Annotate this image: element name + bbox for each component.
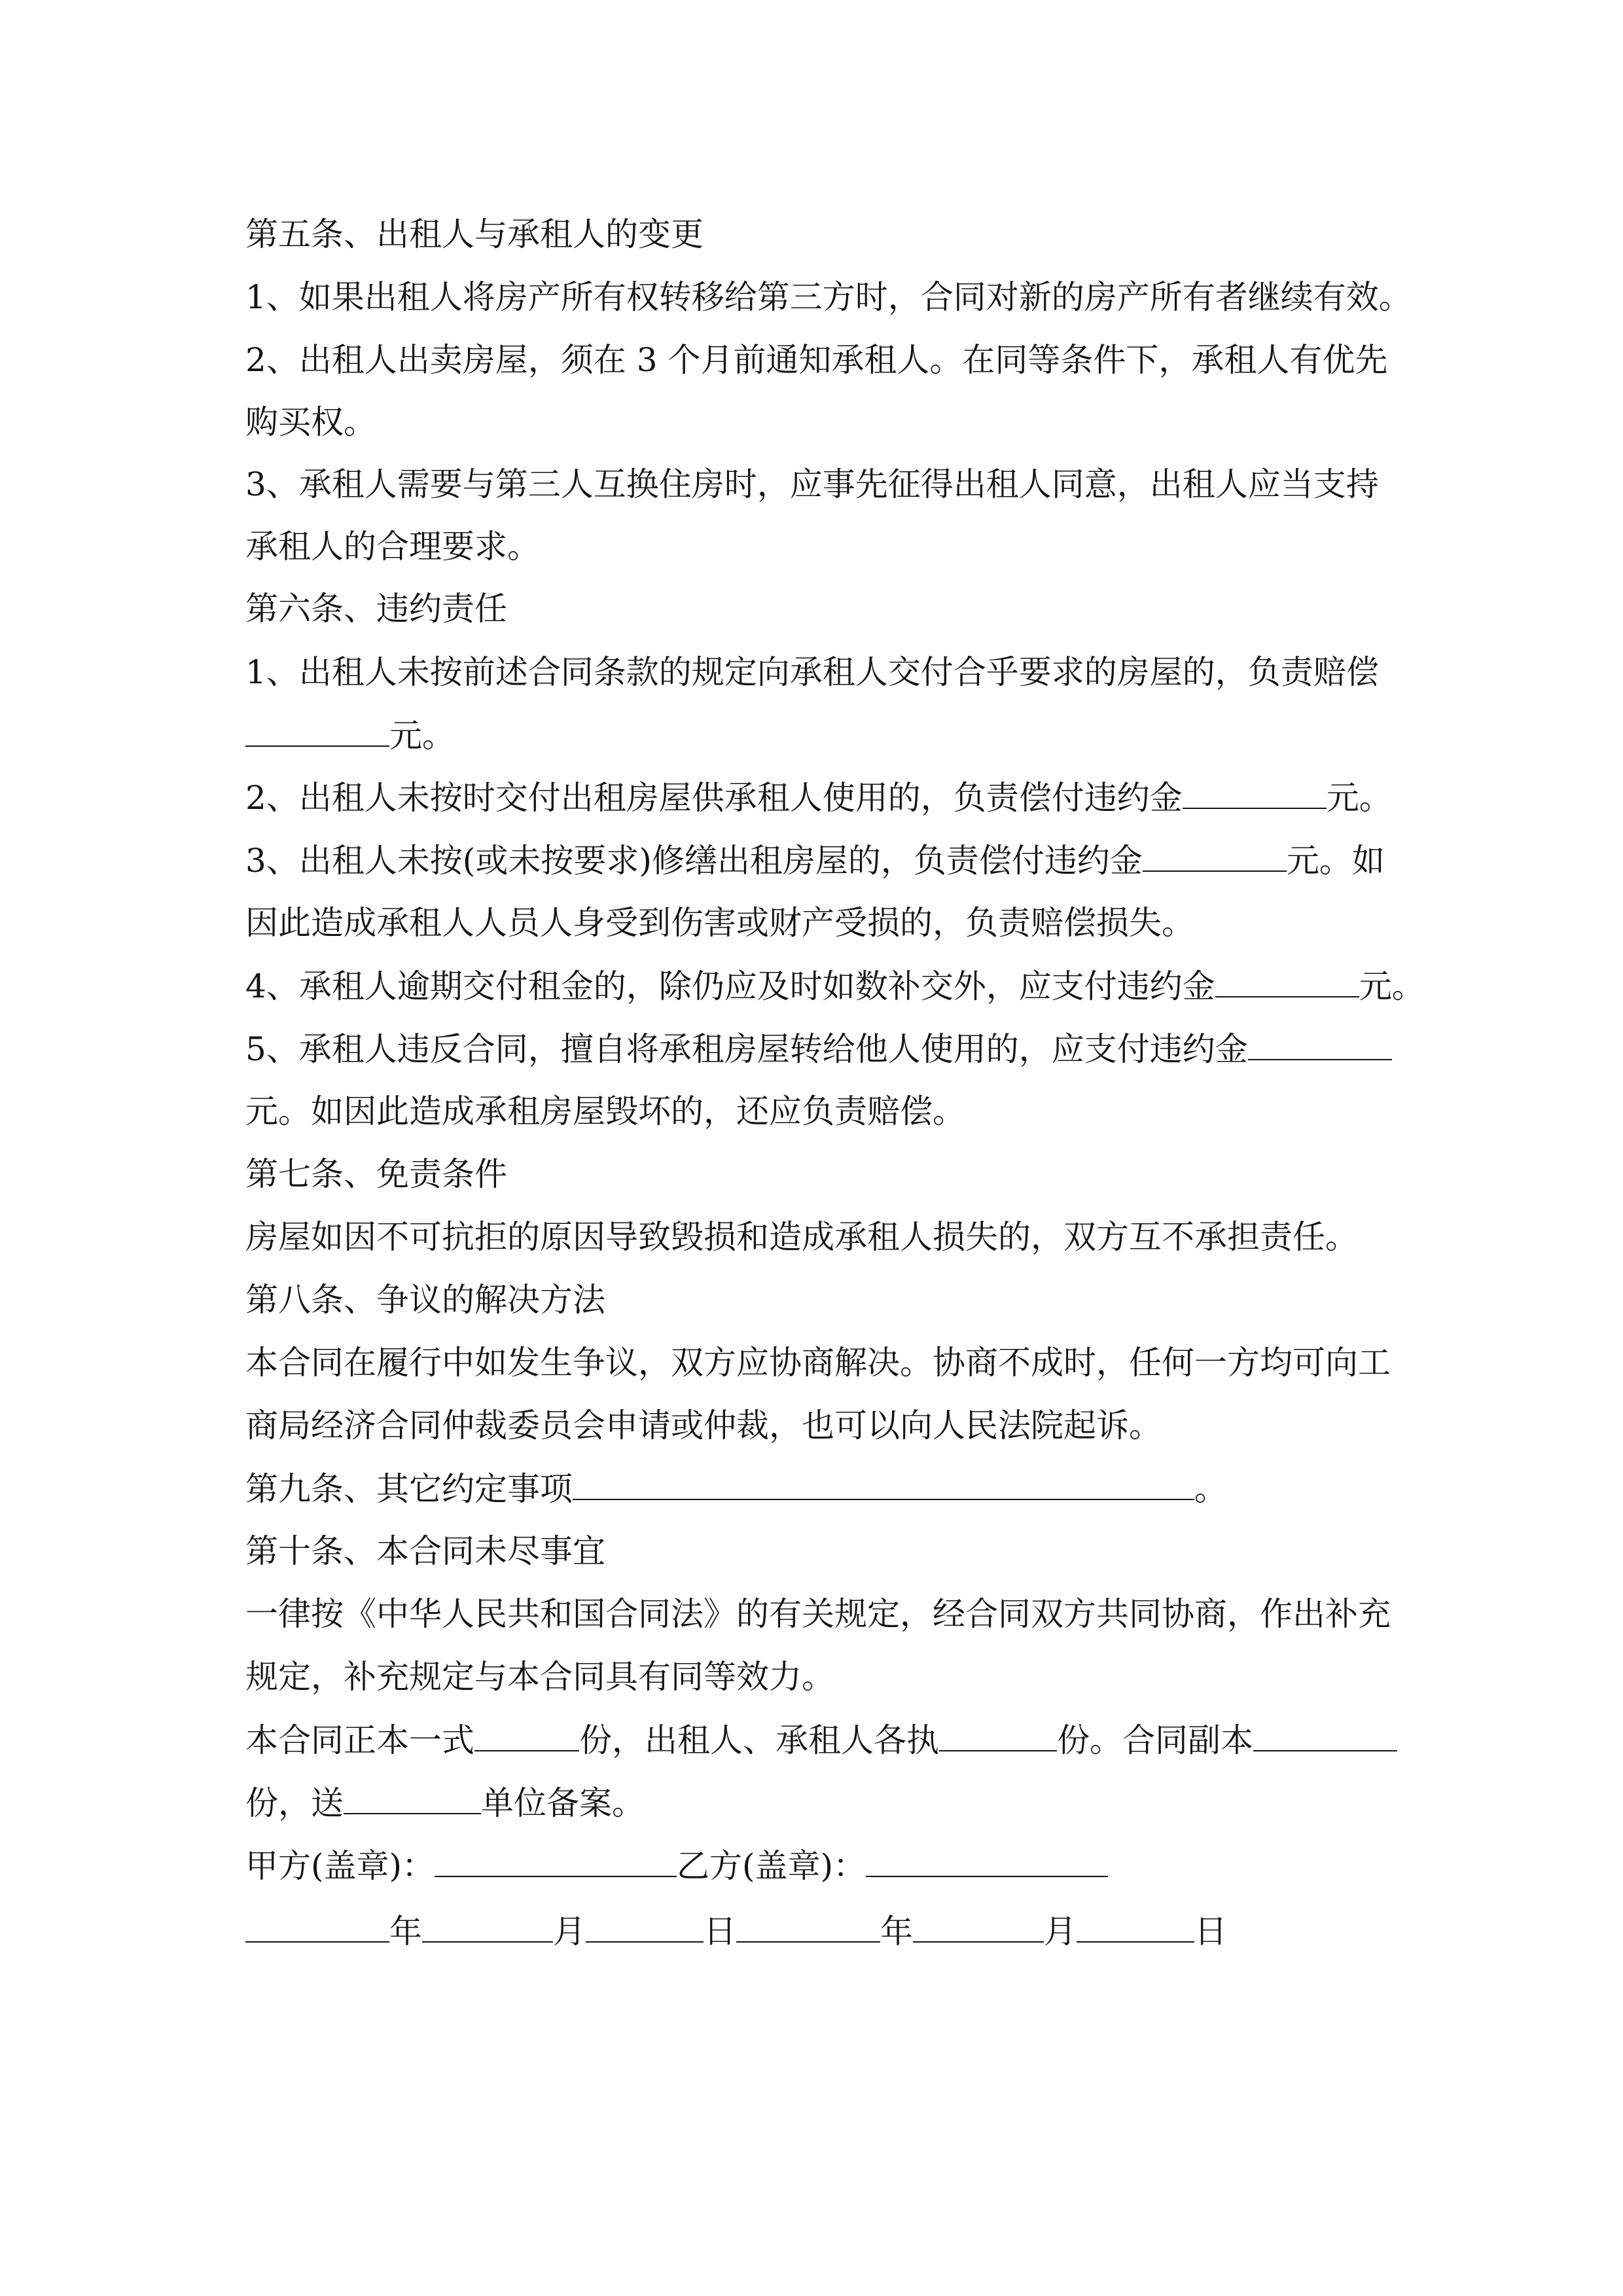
article-5-clause-3-cont: 承租人的合理要求。 xyxy=(245,528,540,565)
party-b-seal-blank xyxy=(866,1846,1108,1877)
article-5-clause-2-cont: 购买权。 xyxy=(245,403,376,441)
late-rent-penalty-blank xyxy=(1215,966,1359,997)
article-6-clause-5-cont: 元。如因此造成承租房屋毁坏的，还应负责赔偿。 xyxy=(245,1092,965,1130)
party-b-day-blank xyxy=(1077,1911,1194,1943)
repair-penalty-blank xyxy=(1143,840,1287,872)
article-6-clause-1-cont: 元。 xyxy=(245,715,455,755)
copies-clause-cont: 份，送 单位备案。 xyxy=(245,1784,645,1822)
date-line: 年 月 日 年 月 日 xyxy=(245,1911,1227,1950)
article-6-clause-4: 4、承租人逾期交付租金的，除仍应及时如数补交外，应支付违约金 元。 xyxy=(245,967,1425,1005)
party-b-year-blank xyxy=(736,1911,880,1943)
article-8-body-cont: 商局经济合同仲裁委员会申请或仲裁，也可以向人民法院起诉。 xyxy=(245,1407,1162,1444)
sublet-penalty-blank xyxy=(1248,1029,1392,1060)
other-terms-blank xyxy=(573,1469,1194,1500)
article-5-clause-1: 1、如果出租人将房产所有权转移给第三方时，合同对新的房产所有者继续有效。 xyxy=(245,278,1412,316)
article-5-clause-3: 3、承租人需要与第三人互换住房时，应事先征得出租人同意，出租人应当支持 xyxy=(245,465,1379,503)
article-10-body: 一律按《中华人民共和国合同法》的有关规定，经合同双方共同协商，作出补充 xyxy=(245,1595,1391,1633)
duplicate-copies-blank xyxy=(1253,1720,1397,1751)
penalty-amount-blank xyxy=(1183,778,1327,809)
party-a-year-blank xyxy=(245,1911,389,1943)
party-b-month-blank xyxy=(913,1911,1044,1943)
article-6-clause-2: 2、出租人未按时交付出租房屋供承租人使用的，负责偿付违约金 元。 xyxy=(245,779,1392,817)
compensation-amount-blank xyxy=(245,715,389,747)
party-a-seal-blank xyxy=(435,1846,677,1877)
article-7-body: 房屋如因不可抗拒的原因导致毁损和造成承租人损失的，双方互不承担责任。 xyxy=(245,1218,1358,1256)
article-10-title: 第十条、本合同未尽事宜 xyxy=(245,1532,605,1570)
each-party-copies-blank xyxy=(939,1720,1057,1751)
article-8-title: 第八条、争议的解决方法 xyxy=(245,1281,605,1319)
article-6-clause-1: 1、出租人未按前述合同条款的规定向承租人交付合乎要求的房屋的，负责赔偿 xyxy=(245,653,1379,691)
article-10-body-cont: 规定，补充规定与本合同具有同等效力。 xyxy=(245,1658,834,1696)
article-8-body: 本合同在履行中如发生争议，双方应协商解决。协商不成时，任何一方均可向工 xyxy=(245,1344,1391,1382)
party-a-month-blank xyxy=(422,1911,553,1943)
original-copies-blank xyxy=(474,1720,579,1751)
article-9: 第九条、其它约定事项 。 xyxy=(245,1470,1227,1508)
article-7-title: 第七条、免责条件 xyxy=(245,1155,507,1193)
filing-unit-blank xyxy=(344,1783,481,1814)
article-5-clause-2: 2、出租人出卖房屋，须在 3 个月前通知承租人。在同等条件下，承租人有优先 xyxy=(245,341,1388,379)
party-a-day-blank xyxy=(586,1911,704,1943)
article-6-clause-5: 5、承租人违反合同，擅自将承租房屋转给他人使用的，应支付违约金 xyxy=(245,1029,1392,1068)
article-6-clause-3: 3、出租人未按(或未按要求)修缮出租房屋的，负责偿付违约金 元。如 xyxy=(245,842,1385,880)
article-6-clause-3-cont: 因此造成承租人人员人身受到伤害或财产受损的，负责赔偿损失。 xyxy=(245,904,1194,942)
article-6-title: 第六条、违约责任 xyxy=(245,590,507,628)
signature-line: 甲方(盖章)： 乙方(盖章)： xyxy=(245,1846,1108,1885)
article-5-title: 第五条、出租人与承租人的变更 xyxy=(245,215,704,253)
copies-clause: 本合同正本一式 份，出租人、承租人各执 份。合同副本 xyxy=(245,1720,1397,1759)
